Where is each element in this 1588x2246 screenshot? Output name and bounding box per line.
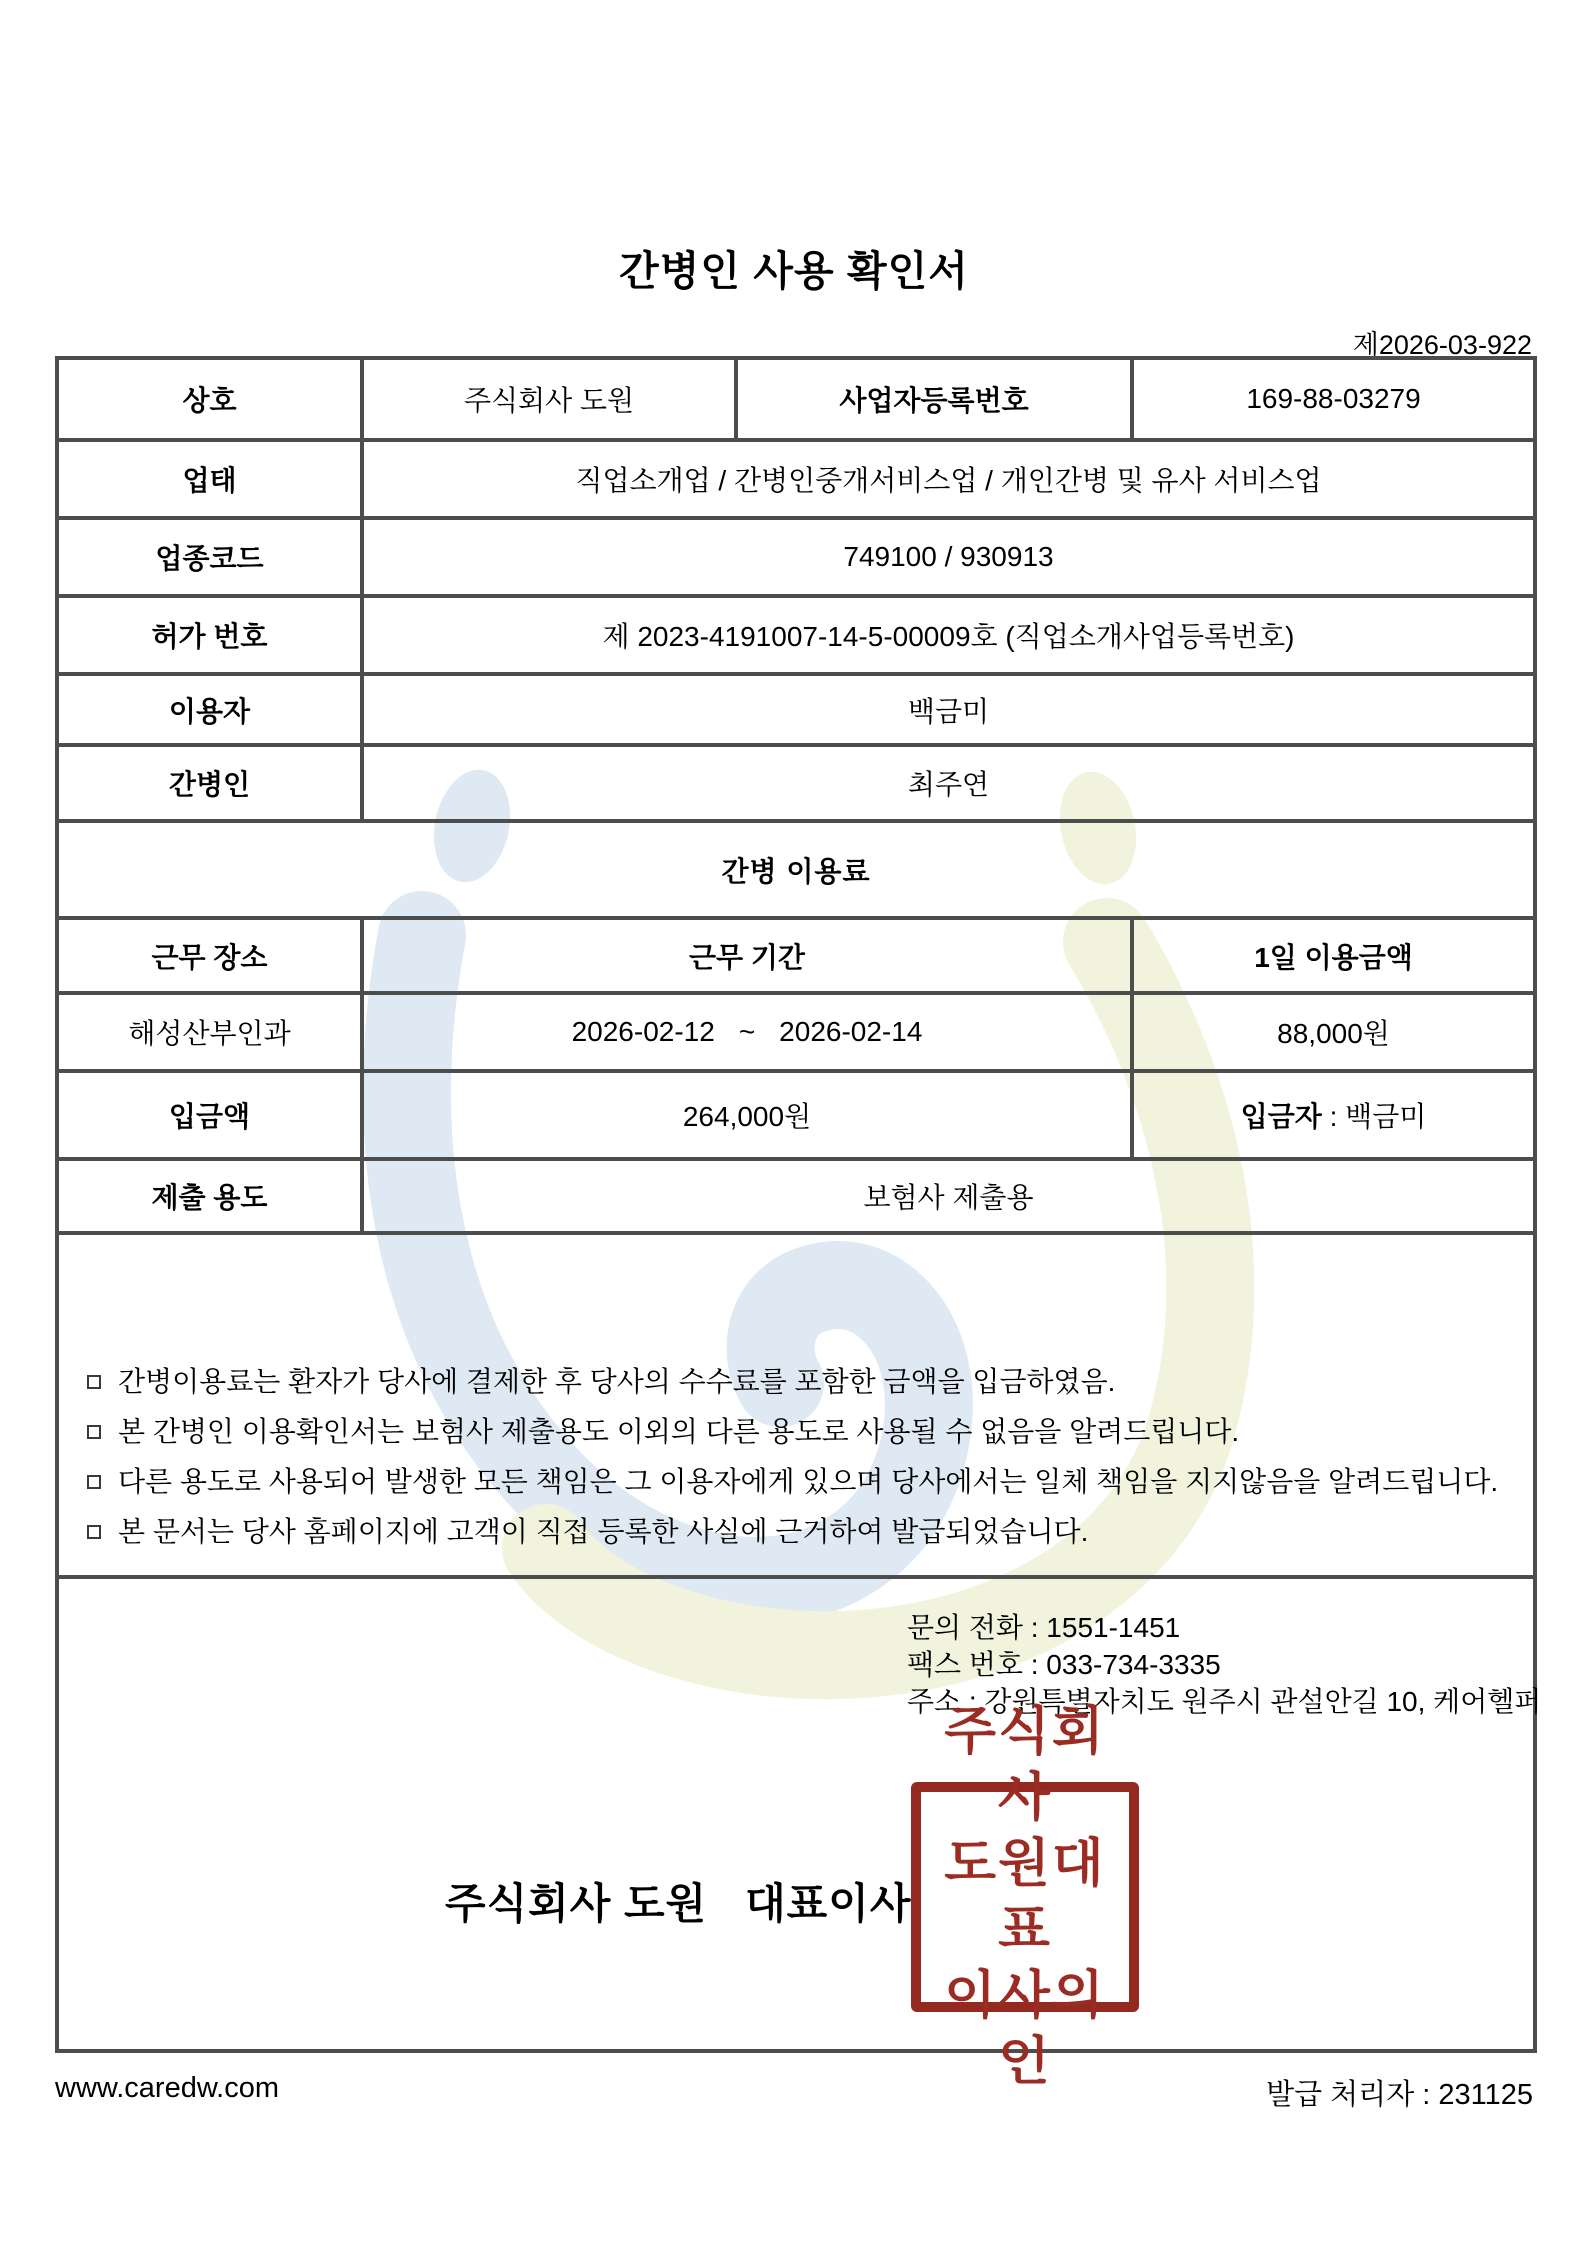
industry-code-label: 업종코드 — [57, 518, 362, 596]
page-footer — [55, 2072, 1533, 2113]
note-text: 본 간병인 이용확인서는 보험사 제출용도 이외의 다른 용도로 사용될 수 없음을 알려드립니다. — [118, 1415, 1240, 1447]
bullet-square-icon — [87, 1525, 101, 1539]
note-text: 본 문서는 당사 홈페이지에 고객이 직접 등록한 사실에 근거하여 발급되었습니다. — [118, 1515, 1089, 1547]
table-row — [57, 1159, 1535, 1233]
user-value: 백금미 — [362, 674, 1535, 745]
business-reg-no-value: 169-88-03279 — [1132, 358, 1535, 440]
table-row — [57, 1233, 1535, 1577]
table-row — [57, 518, 1535, 596]
purpose-label: 제출 용도 — [57, 1159, 362, 1233]
table-row — [57, 993, 1535, 1071]
permit-number-value: 제 2023-4191007-14-5-00009호 (직업소개사업등록번호) — [362, 596, 1535, 674]
business-reg-no-label: 사업자등록번호 — [736, 358, 1132, 440]
notes-list — [59, 1254, 1533, 1557]
footer-website: www.caredw.com — [55, 2072, 280, 2104]
table-row — [57, 358, 1535, 440]
depositor-label: 입금자 — [1240, 1101, 1322, 1132]
list-item — [87, 1457, 1513, 1507]
table-row — [57, 440, 1535, 518]
table-row — [57, 596, 1535, 674]
note-text: 간병이용료는 환자가 당사에 결제한 후 당사의 수수료를 포함한 금액을 입금하였음. — [118, 1365, 1116, 1397]
corporate-seal-stamp — [911, 1703, 1139, 2091]
company-signature-line: 주식회사 도원 대표이사 — [445, 1880, 912, 1927]
period-tilde: ~ — [738, 1016, 756, 1047]
contact-address: 주소 : 강원특별자치도 원주시 관설안길 10, 케어헬퍼 — [907, 1686, 1542, 1717]
company-name-label: 상호 — [57, 358, 362, 440]
footer-issuer: 발급 처리자 : 231125 — [1266, 2079, 1533, 2111]
purpose-value: 보험사 제출용 — [362, 1159, 1535, 1233]
bullet-square-icon — [87, 1375, 101, 1389]
depositor-cell — [1132, 1071, 1535, 1159]
note-text: 다른 용도로 사용되어 발생한 모든 책임은 그 이용자에게 있으며 당사에서는 일체 책임을 지지않음을 알려드립니다. — [118, 1465, 1499, 1497]
work-place-value: 해성산부인과 — [57, 993, 362, 1071]
stamp-line: 도원대표 — [944, 1835, 1106, 1959]
deposit-amount-value: 264,000원 — [362, 1071, 1132, 1159]
table-row — [57, 745, 1535, 821]
period-start-date: 2026-02-12 — [571, 1016, 715, 1047]
stamp-line: 주식회사 — [944, 1703, 1106, 1827]
work-period-header: 근무 기간 — [362, 918, 1132, 993]
table-row — [57, 1577, 1535, 2051]
business-type-value: 직업소개업 / 간병인중개서비스업 / 개인간병 및 유사 서비스업 — [362, 440, 1535, 518]
list-item — [87, 1357, 1513, 1407]
work-period-value — [362, 993, 1132, 1071]
industry-code-value: 749100 / 930913 — [362, 518, 1535, 596]
daily-amount-header: 1일 이용금액 — [1132, 918, 1535, 993]
notes-cell — [57, 1233, 1535, 1577]
document-title: 간병인 사용 확인서 — [619, 248, 969, 294]
list-item — [87, 1507, 1513, 1557]
user-label: 이용자 — [57, 674, 362, 745]
stamp-line: 이사의인 — [944, 1967, 1106, 2091]
document-number: 제2026-03-922 — [1352, 330, 1532, 360]
contact-phone: 문의 전화 : 1551-1451 — [907, 1612, 1181, 1643]
depositor-name: : 백금미 — [1321, 1101, 1427, 1132]
bullet-square-icon — [87, 1425, 101, 1439]
bullet-square-icon — [87, 1475, 101, 1489]
table-row — [57, 1071, 1535, 1159]
period-end-date: 2026-02-14 — [779, 1016, 923, 1047]
work-place-header: 근무 장소 — [57, 918, 362, 993]
deposit-amount-label: 입금액 — [57, 1071, 362, 1159]
company-name-value: 주식회사 도원 — [362, 358, 736, 440]
table-row — [57, 821, 1535, 918]
daily-amount-value: 88,000원 — [1132, 993, 1535, 1071]
permit-number-label: 허가 번호 — [57, 596, 362, 674]
table-row — [57, 918, 1535, 993]
fee-section-title: 간병 이용료 — [57, 821, 1535, 918]
caregiver-value: 최주연 — [362, 745, 1535, 821]
caregiver-label: 간병인 — [57, 745, 362, 821]
contact-fax: 팩스 번호 : 033-734-3335 — [907, 1649, 1221, 1680]
business-type-label: 업태 — [57, 440, 362, 518]
list-item — [87, 1407, 1513, 1457]
table-row — [57, 674, 1535, 745]
